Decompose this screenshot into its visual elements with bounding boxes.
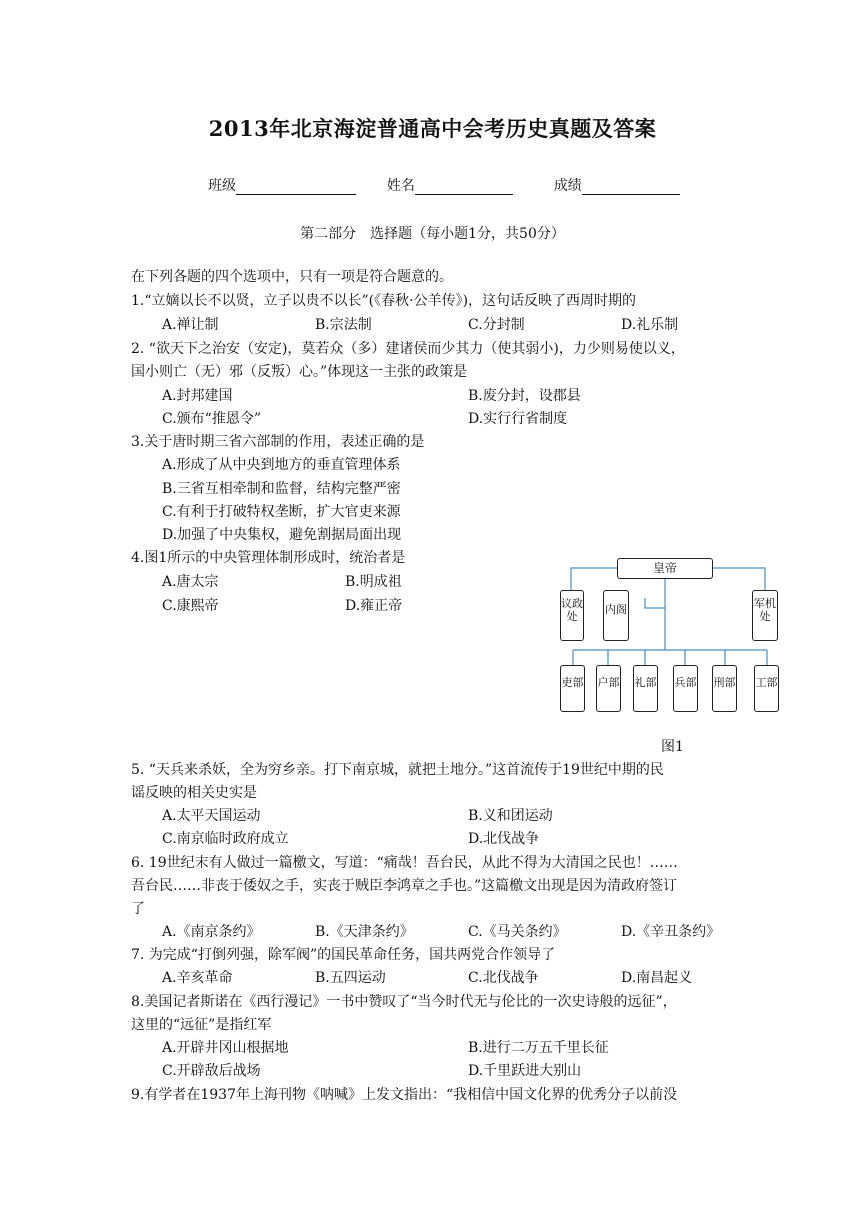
q2-option-c: C.颁布“推恩令”: [162, 411, 261, 427]
q2-option-b: B.废分封，设郡县: [468, 388, 581, 404]
node-gongbu: 工部: [754, 665, 779, 712]
q2-stem-line1: 2. “欲天下之治安（安定)，莫若众（多）建诸侯而少其力（使其弱小)，力少则易使以义，: [131, 341, 685, 357]
q4-stem: 4.图1所示的中央管理体制形成时，统治者是: [131, 550, 406, 566]
q9-stem: 9.有学者在1937年上海刊物《呐喊》上发文指出：“我相信中国文化界的优秀分子以前没: [131, 1087, 678, 1103]
node-libu-personnel: 吏部: [560, 665, 585, 712]
q3-option-b: B.三省互相牵制和监督，结构完整严密: [162, 481, 401, 497]
q3-option-d: D.加强了中央集权，避免割据局面出现: [162, 527, 402, 543]
q1-option-d: D.礼乐制: [621, 317, 679, 333]
q8-option-b: B.进行二万五千里长征: [468, 1040, 609, 1056]
page-title: 2013年北京海淀普通高中会考历史真题及答案: [208, 116, 657, 141]
q8-stem-line1: 8.美国记者斯诺在《西行漫记》一书中赞叹了“当今时代无与伦比的一次史诗般的远征”，: [131, 994, 677, 1010]
q4-option-a: A.唐太宗: [162, 574, 219, 590]
node-yizhengchu: 议政处: [560, 590, 584, 641]
node-hubu: 户部: [596, 665, 621, 712]
q7-option-d: D.南昌起义: [621, 970, 693, 986]
q3-option-a: A.形成了从中央到地方的垂直管理体系: [162, 457, 401, 473]
q1-option-c: C.分封制: [468, 317, 525, 333]
q3-option-c: C.有利于打破特权垄断，扩大官吏来源: [162, 504, 401, 520]
node-xingbu: 刑部: [712, 665, 737, 712]
q6-option-b: B.《天津条约》: [315, 924, 414, 940]
section-heading: 第二部分 选择题（每小题1分，共50分）: [300, 226, 565, 242]
node-junjichu: 军机处: [752, 590, 778, 641]
q1-stem: 1.“立嫡以长不以贤，立子以贵不以长”(《春秋·公羊传》)，这句话反映了西周时期的: [131, 293, 637, 309]
score-label: 成绩: [553, 178, 582, 194]
q5-stem-line1: 5. “天兵来杀妖，全为穷乡亲。打下南京城，就把土地分。”这首流传于19世纪中期的民: [131, 762, 664, 778]
node-bingbu: 兵部: [673, 665, 698, 712]
class-label: 班级: [208, 178, 236, 194]
q5-option-d: D.北伐战争: [468, 831, 540, 847]
q8-option-c: C.开辟敌后战场: [162, 1063, 261, 1079]
q6-option-c: C.《马关条约》: [468, 924, 567, 940]
score-blank[interactable]: [582, 178, 680, 195]
q7-stem: 7. 为完成“打倒列强，除军阀”的国民革命任务，国共两党合作领导了: [131, 947, 556, 963]
q4-option-d: D.雍正帝: [345, 598, 403, 614]
q2-option-a: A.封邦建国: [162, 388, 233, 404]
q5-stem-line2: 谣反映的相关史实是: [131, 785, 257, 801]
q6-stem-line2: 吾台民……非丧于倭奴之手，实丧于贼臣李鸿章之手也。”这篇檄文出现是因为清政府签订: [131, 878, 678, 894]
q6-stem-line1: 6. 19世纪末有人做过一篇檄文，写道：“痛哉！吾台民，从此不得为大清国之民也！……: [131, 855, 678, 871]
q2-stem-line2: 国小则亡（无）邪（反叛）心。”体现这一主张的政策是: [131, 364, 468, 380]
q6-stem-line3: 了: [131, 901, 145, 917]
name-blank[interactable]: [415, 178, 513, 195]
q8-option-d: D.千里跃进大别山: [468, 1063, 582, 1079]
node-neige: 内阁: [603, 590, 629, 641]
q5-option-a: A.太平天国运动: [162, 808, 261, 824]
figure-caption: 图1: [661, 739, 684, 755]
q4-option-c: C.康熙帝: [162, 598, 219, 614]
name-label: 姓名: [386, 178, 415, 194]
instruction: 在下列各题的四个选项中，只有一项是符合题意的。: [131, 269, 453, 285]
q5-option-c: C.南京临时政府成立: [162, 831, 289, 847]
header-fields: [208, 175, 680, 195]
q6-option-d: D.《辛丑条约》: [621, 924, 721, 940]
figure-1-diagram: [555, 550, 790, 720]
q7-option-c: C.北伐战争: [468, 970, 539, 986]
q8-stem-line2: 这里的“远征”是指红军: [131, 1017, 272, 1033]
q3-stem: 3.关于唐时期三省六部制的作用，表述正确的是: [131, 434, 425, 450]
q6-option-a: A.《南京条约》: [162, 924, 261, 940]
q4-option-b: B.明成祖: [345, 574, 402, 590]
q2-option-d: D.实行行省制度: [468, 411, 568, 427]
class-blank[interactable]: [236, 178, 356, 195]
q5-option-b: B.义和团运动: [468, 808, 553, 824]
q1-option-b: B.宗法制: [315, 317, 372, 333]
q7-option-b: B.五四运动: [315, 970, 386, 986]
q1-option-a: A.禅让制: [162, 317, 219, 333]
q7-option-a: A.辛亥革命: [162, 970, 233, 986]
q8-option-a: A.开辟井冈山根据地: [162, 1040, 289, 1056]
node-emperor: 皇帝: [617, 558, 713, 579]
node-libu-rites: 礼部: [633, 665, 658, 712]
